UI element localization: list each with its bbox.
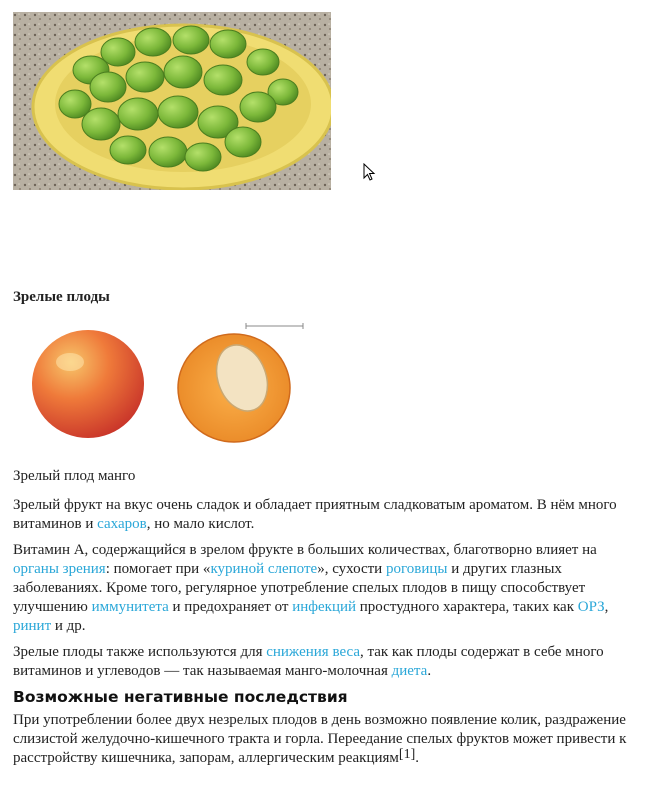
text: При употреблении более двух незрелых плодов в день возможно появление колик, раздражение слизистой желудочно-кишечного тракта и горла. Переедание спелых фруктов может привести к расстройству кишечника, запорам, аллергическим реакциям: [13, 712, 627, 766]
ripe-fruits-heading: Зрелые плоды: [13, 289, 110, 305]
text: .: [415, 750, 419, 766]
link-weight-loss[interactable]: снижения веса: [266, 644, 360, 660]
text: , но мало кислот.: [146, 516, 255, 532]
text: , так как плоды содержат в себе много витаминов и углеводов — так называемая манго-молочная: [13, 644, 604, 679]
link-diet[interactable]: диета: [391, 663, 428, 679]
weight-loss-paragraph: [13, 643, 643, 681]
text: Зрелые плоды также используются для: [13, 644, 267, 660]
text: », сухости: [317, 561, 386, 577]
text: и предохраняет от: [168, 599, 293, 615]
text: и др.: [51, 618, 86, 634]
ripe-mango-photo: [20, 318, 320, 448]
link-infections[interactable]: инфекций: [292, 599, 357, 615]
text: ,: [604, 599, 609, 615]
negative-effects-heading: Возможные негативные последствия: [13, 688, 348, 706]
green-mangoes-basket-photo: [13, 12, 331, 190]
link-organs-of-vision[interactable]: органы зрения: [13, 561, 106, 577]
vitamin-a-paragraph: [13, 541, 643, 636]
ripe-mango-caption: Зрелый плод манго: [13, 468, 136, 484]
link-sugars[interactable]: сахаров: [97, 516, 147, 532]
link-rhinitis[interactable]: ринит: [13, 618, 52, 634]
link-night-blindness[interactable]: куриной слепоте: [210, 561, 318, 577]
link-cornea[interactable]: роговицы: [385, 561, 448, 577]
reference-1[interactable]: [1]: [398, 747, 416, 762]
link-orz[interactable]: ОРЗ: [577, 599, 605, 615]
text: .: [427, 663, 432, 679]
mouse-cursor-icon: [363, 163, 377, 183]
text: простудного характера, таких как: [356, 599, 578, 615]
negative-effects-paragraph: [13, 711, 643, 768]
text: : помогает при «: [105, 561, 211, 577]
text: Зрелый фрукт на вкус очень сладок и обладает приятным сладковатым ароматом. В нём много витаминов и: [13, 497, 617, 532]
ripe-fruit-paragraph: [13, 496, 643, 534]
link-immunity[interactable]: иммунитета: [91, 599, 169, 615]
text: и других глазных заболеваниях. Кроме того, регулярное употребление спелых плодов в пищу способствует улучшению: [13, 561, 586, 615]
text: Витамин А, содержащийся в зрелом фрукте в больших количествах, благотворно влияет на: [13, 542, 597, 558]
